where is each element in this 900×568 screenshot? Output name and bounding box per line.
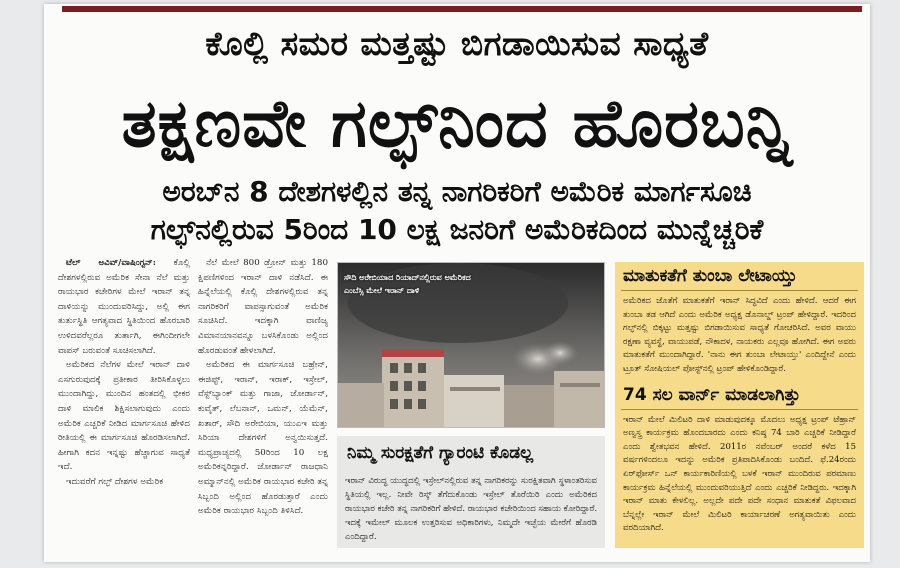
- deck-line-2: ಗಲ್ಫ್‌ನಲ್ಲಿರುವ 5ರಿಂದ 10 ಲಕ್ಷ ಜನರಿಗೆ ಅಮೆರಿಕದಿಂದ ಮುನ್ನೆಚ್ಚರಿಕೆ: [150, 213, 764, 246]
- dateline: ಟೆಲ್ ಅವಿವ್/ವಾಷಿಂಗ್ಟನ್:: [66, 258, 156, 268]
- paragraph-text: ಕೊಲ್ಲಿ ದೇಶಗಳಲ್ಲಿರುವ ಅಮೆರಿಕ ಸೇನಾ ನೆಲೆ ಮತ್ತು ರಾಯಭಾರ ಕಚೇರಿಗಳ ಮೇಲೆ ಇರಾನ್ ತನ್ನ ದಾಳಿಯನ್ನು ಮುಂದುವರಿಸಿದ್ದು, ಅಲ್ಲಿ ಈಗ ತುರ್ತುಸ್ಥಿತಿ ಆಗತ್ಯವಾದ ಸ್ಥಿತಿಯಿಂದ ಹೊರಬಾರಿ ಉಳಿದವರೆಲ್ಲರೂ ತುರ್ತಾಗಿ, ಈಗಿಂದೀಗಲೇ ವಾಪಸ್ ಬರುವಂತೆ ಸೂಚಿಸಲಾಗಿದೆ.: [58, 258, 190, 356]
- photo-caption: ಸೌದಿ ಅರೇಬಿಯಾದ ರಿಯಾದ್‌ನಲ್ಲಿರುವ ಅಮೆರಿಕದ ಎಂಬೆಸ್ಸಿ ಮೇಲೆ ಇರಾನ್ ದಾಳಿ: [344, 273, 471, 295]
- article-paragraph: ಇದುವರೆಗೆ ಗಲ್ಫ್ ದೇಶಗಳ ಅಮೆರಿಕ: [66, 476, 164, 487]
- article-paragraph: ಅಮೆರಿಕದ ನೆಲೆಗಳ ಮೇಲೆ ಇರಾನ್ ದಾಳಿ ಎಸಗುರುವುದಕ್ಕೆ ಪ್ರತೀಕಾರ ತೀರಿಸಿಕೊಳ್ಳಲು ಮುಂದಾಗಿದ್ದು, ಮುಂದಿನ ಹಂತದಲ್ಲಿ ಭೀಕರ ದಾಳಿ ಮಾಲಿಕ ಶಿಕ್ಷಿಸಲಾಗುವುದು ಎಂದು ಅಮೆರಿಕ ಎಚ್ಚರಿಕೆ ನೀಡಿದ ಮಾರ್ಗಸೂಚಿ ಹೇಳಿದ ರೀತಿಯಲ್ಲಿ ಈ ಮಾರ್ಗಸೂಚಿ ಹೊರಡಿಸಲಾಗಿದೆ. ಹೀಗಾಗಿ ಕದನ ಇನ್ನಷ್ಟು ಹೆಚ್ಚಾಗುವ ಸಾಧ್ಯತೆ ಇದೆ.: [58, 360, 190, 473]
- sidebar-heading-1: ಮಾತುಕತೆಗೆ ತುಂಬಾ ಲೇಟಾಯ್ತು: [621, 262, 858, 291]
- newspaper-page: [44, 4, 870, 562]
- article-column-1: [58, 256, 190, 550]
- sidebar-text-2: ಇರಾನ್ ಮೇಲೆ ಮಿಲಿಟರಿ ದಾಳಿ ಮಾಡುವುದಕ್ಕೂ ಮೊದಲು ಅಧ್ಯಕ್ಷ ಟ್ರಂಪ್ ಟೆಹ್ರಾನ್ ಅಣ್ವಸ್ತ್ರ ಕಾರ್ಯಕ್ರಮ ಹೊಂದಬಾರದು ಎಂದು ಕನಿಷ್ಠ 74 ಬಾರಿ ಎಚ್ಚರಿಕೆ ನೀಡಿದ್ದಾರೆ ಎಂದು ಶ್ವೇತಭವನ ಹೇಳಿದೆ. 2011ರ ನವೆಂಬರ್ ಅಂದರೆ ಕಳೆದ 15 ವರ್ಷಗಳಿಂದಲೂ ಇದನ್ನು ಅಮೆರಿಕ ಪ್ರತಿಪಾದಿಸಿಕೊಂಡು ಬಂದಿದೆ. ಫೆ.24ರಂದು ಏರ್‌ಫೋರ್ಸ್ ಒನ್ ಕಾರ್ಯಕಾರಿಣಿಯಲ್ಲಿ ಬಳಕೆ ಇರಾನ್ ಮುಂದಿರುವ ಪರಮಾಣು ಕಾರ್ಯಕ್ರಮ ಹಿನ್ನೆಲೆಯಲ್ಲಿ ಮುಂದುವರಿಯುತ್ತಿದೆ ಎಂದು ಎಚ್ಚರಿಕೆ ನೀಡಿದ್ದರು. ಇದಕ್ಕಾಗಿ ಇರಾನ್ ಮಾತು ಕೇಳಲಿಲ್ಲ. ಅಲ್ಲದೇ ಪದೇ ಪದೇ ಸಂಧಾನ ಮಾತುಕತೆ ವಿಫಲವಾದ ಬೆನ್ನಲ್ಲೇ ಇರಾನ್ ಮೇಲೆ ಮಿಲಿಟರಿ ಕಾರ್ಯಾಚರಣೆ ಅಗತ್ಯವಾಯಿತು ಎಂದು ವರದಿಯಾಗಿದೆ.: [623, 414, 856, 534]
- main-headline: ತಕ್ಷಣವೇ ಗಲ್ಫ್‌ನಿಂದ ಹೊರಬನ್ನಿ: [121, 85, 793, 162]
- sidebar-box: [615, 262, 864, 548]
- top-rule: [62, 6, 862, 12]
- article-paragraph: ಅಮೆರಿಕದ ಈ ಮಾರ್ಗಸೂಚಿ ಬಹ್ರೇನ್, ಈಜಿಪ್ಟ್, ಇರಾನ್, ಇರಾಕ್, ಇಸ್ರೇಲ್, ವೆಸ್ಟ್‌ಬ್ಯಾಂಕ್ ಮತ್ತು ಗಾಜಾ, ಜೋರ್ಡಾನ್, ಕುವೈತ್, ಲೆಬನಾನ್, ಒಮನ್, ಯೆಮೆನ್, ಖತಾರ್, ಸೌದಿ ಅರೇಬಿಯಾ, ಯುಎಇ ಮತ್ತು ಸಿರಿಯಾ ದೇಶಗಳಿಗೆ ಅನ್ವಯಿಸುತ್ತದೆ. ಮಧ್ಯಪ್ರಾಚ್ಯದಲ್ಲಿ 50ರಿಂದ 10 ಲಕ್ಷ ಅಮೆರಿಕನ್ನರಿದ್ದಾರೆ. ಜೋರ್ಡಾನ್ ರಾಜಧಾನಿ ಅಮ್ಮಾನ್‌ನಲ್ಲಿ ಅಮೆರಿಕ ರಾಯಭಾರ ಕಚೇರಿ ತನ್ನ ಸಿಬ್ಬಂದಿ ಅಲ್ಲಿಂದ ಹೊರಡುತ್ತಾರೆ ಎಂದು ಅಮೆರಿಕ ರಾಯಭಾರ ಸಿಬ್ಬಂದಿ ತಿಳಿಸಿದೆ.: [198, 360, 328, 517]
- center-box-heading: ನಿಮ್ಮ ಸುರಕ್ಷತೆಗೆ ಗ್ಯಾರಂಟಿ ಕೊಡಲ್ಲ: [337, 436, 605, 470]
- center-box-text: ಇರಾನ್ ವಿರುದ್ಧ ಯುದ್ಧದಲ್ಲಿ ಇಸ್ರೇಲ್‌ನಲ್ಲಿರುವ ತನ್ನ ನಾಗರಿಕರನ್ನು ಸುರಕ್ಷಿತವಾಗಿ ಸ್ಥಳಾಂತರಿಸುವ ಸ್ಥಿತಿಯಲ್ಲಿ ಇಲ್ಲ. ನೀವೇ ರಿಸ್ಕ್ ತೆಗೆದುಕೊಂಡು ಇಸ್ರೇಲ್ ತೊರೆಯಿರಿ ಎಂದು ಅಮೆರಿಕದ ರಾಯಭಾರ ಕಚೇರಿ ತನ್ನ ನಾಗರಿಕರಿಗೆ ಹೇಳಿದೆ. ರಾಯಭಾರ ಕಚೇರಿಯಿಂದ ಸಹಾಯ ಕೋರಿದ್ದಾರೆ. ಇದಕ್ಕೆ ಇಮೇಲ್ ಮೂಲಕ ಉತ್ತರಿಸುವ ಅಧಿಕಾರಿಗಳು, ನಿಮ್ಮದೇ ಇಚ್ಛೆಯ ಮೇರೆಗೆ ಹೊರಡಿ ಎಂದಿದ್ದಾರೆ.: [337, 470, 605, 548]
- sidebar-text-1: ಅಮೆರಿಕದ ಜೊತೆಗೆ ಮಾತುಕತೆಗೆ ಇರಾನ್ ಸಿದ್ಧವಿದೆ ಎಂದು ಹೇಳಿದೆ. ಆದರೆ ಈಗ ತುಂಬಾ ತಡ ಆಗಿದೆ ಎಂದು ಅಮೆರಿಕ ಅಧ್ಯಕ್ಷ ಡೊನಾಲ್ಡ್ ಟ್ರಂಪ್ ಹೇಳಿದ್ದಾರೆ. ಇದರಿಂದ ಗಲ್ಫ್‌ನಲ್ಲಿ ಬಿಕ್ಕಟ್ಟು ಮತ್ತಷ್ಟು ಬಿಗಡಾಯಿಸುವ ಸಾಧ್ಯತೆ ಗೋಚರಿಸಿದೆ. ಅವರ ವಾಯು ರಕ್ಷಣಾ ವ್ಯವಸ್ಥೆ, ವಾಯುಪಡೆ, ನೌಕಾದಳ, ನಾಯಕರು ಎಲ್ಲವೂ ಹೋಗಿದೆ. ಈಗ ಅವರು ಮಾತುಕತೆಗೆ ಮುಂದಾಗಿದ್ದಾರೆ. 'ನಾನು ಈಗ ತುಂಬಾ ಲೇಟಾಯ್ತು' ಎಂದಿದ್ದೇನೆ ಎಂದು ಟ್ರೂತ್ ಸೋಷಿಯಲ್ ಪೋಸ್ಟ್‌ನಲ್ಲಿ ಟ್ರಂಪ್ ಹೇಳಿಕೊಂಡಿದ್ದಾರೆ.: [623, 296, 856, 374]
- sidebar-heading-2: 74 ಸಲ ವಾರ್ನ್ ಮಾಡಲಾಗಿತ್ತು: [621, 381, 858, 410]
- article-column-2: [198, 256, 328, 550]
- article-paragraph: [58, 256, 190, 358]
- news-photo: [337, 262, 605, 428]
- headline-kicker: ಕೊಲ್ಲಿ ಸಮರ ಮತ್ತಷ್ಟು ಬಿಗಡಾಯಿಸುವ ಸಾಧ್ಯತೆ: [205, 24, 709, 63]
- article-paragraph: ನೆಲೆ ಮೇಲೆ 800 ಡ್ರೋನ್ ಮತ್ತು 180 ಕ್ಷಿಪಣಿಗಳಿಂದ ಇರಾನ್ ದಾಳಿ ನಡೆಸಿದೆ. ಈ ಹಿನ್ನೆಲೆಯಲ್ಲಿ ಕೊಲ್ಲಿ ದೇಶಗಳಲ್ಲಿರುವ ತನ್ನ ನಾಗರಿಕರಿಗೆ ವಾಪಸ್ಸಾಗುವಂತೆ ಅಮೆರಿಕ ಸೂಚಿಸಿದೆ. ಇದಕ್ಕಾಗಿ ವಾಣಿಜ್ಯ ವಿಮಾನಯಾನವನ್ನೂ ಬಳಸಿಕೊಂಡು ಅಲ್ಲಿಂದ ಹೊರಡುವಂತೆ ಹೇಳಲಾಗಿದೆ.: [198, 258, 328, 356]
- deck-line-1: ಅರಬ್‌ನ 8 ದೇಶಗಳಲ್ಲಿನ ತನ್ನ ನಾಗರಿಕರಿಗೆ ಅಮೆರಿಕ ಮಾರ್ಗಸೂಚಿ: [162, 175, 752, 208]
